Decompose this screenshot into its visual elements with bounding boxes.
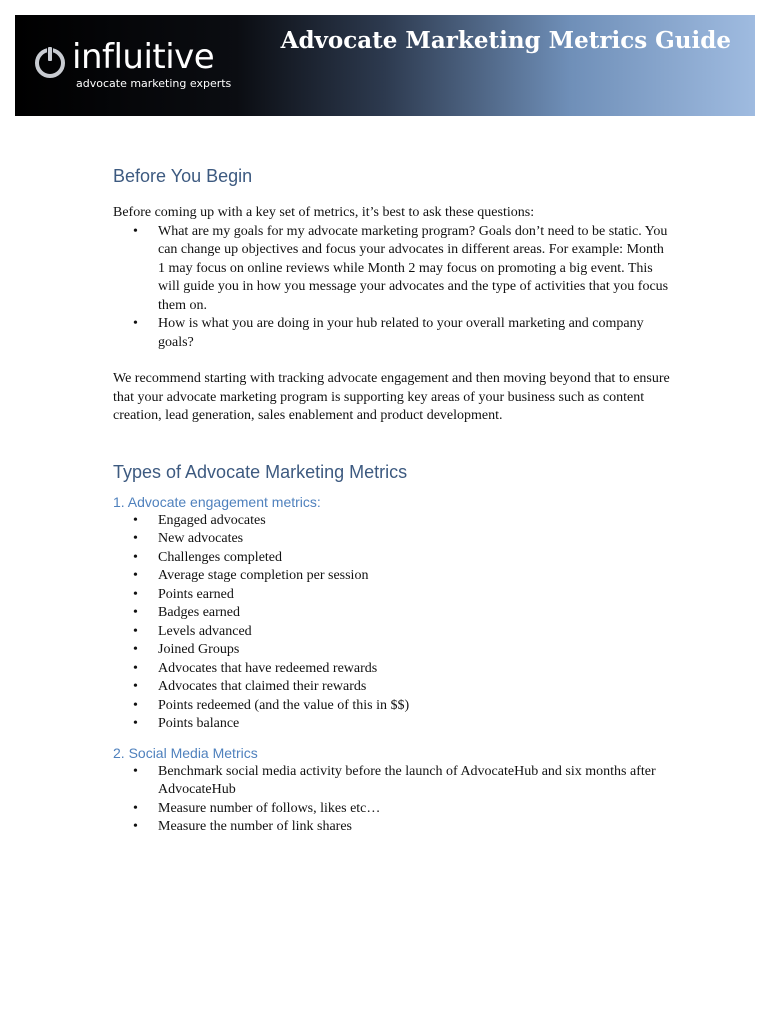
bullet-glyph: • xyxy=(133,660,138,676)
logo-tagline: advocate marketing experts xyxy=(76,77,232,90)
list-item: • Points earned xyxy=(113,586,673,605)
bullet-glyph: • xyxy=(133,568,138,583)
engagement-metrics-list xyxy=(113,512,673,734)
list-item: • Badges earned xyxy=(113,604,673,623)
header-banner xyxy=(15,15,755,116)
list-item: • Points redeemed (and the value of this in $$) xyxy=(113,697,673,716)
bullet-glyph: • xyxy=(133,549,138,565)
list-item: • New advocates xyxy=(113,530,673,549)
bullet-glyph: • xyxy=(133,512,138,528)
social-media-metrics-heading: 2. Social Media Metrics xyxy=(113,744,258,761)
list-item: • Engaged advocates xyxy=(113,512,673,531)
bullet-glyph: • xyxy=(133,642,138,657)
list-item: • How is what you are doing in your hub related to your overall marketing and company goals? xyxy=(133,316,644,350)
social-metrics-list xyxy=(113,763,673,837)
logo-wordmark: influitive xyxy=(72,37,215,77)
bullet-glyph: • xyxy=(133,531,138,546)
list-item: • Points balance xyxy=(113,715,673,734)
document-body xyxy=(113,164,673,837)
power-icon xyxy=(34,47,66,79)
bullet-glyph: • xyxy=(133,763,138,779)
before-you-begin-heading: Before You Begin xyxy=(113,166,253,186)
list-item: • Average stage completion per session xyxy=(113,567,673,586)
questions-list xyxy=(113,223,673,353)
list-item: • Challenges completed xyxy=(113,549,673,568)
list-item: • Measure number of follows, likes etc… xyxy=(113,800,673,819)
bullet-glyph: • xyxy=(133,586,138,602)
bullet-glyph: • xyxy=(133,679,138,694)
influitive-logo xyxy=(34,37,234,103)
list-item: • Levels advanced xyxy=(113,623,673,642)
bullet-glyph: • xyxy=(133,800,138,816)
recommendation-paragraph: We recommend starting with tracking advocate engagement and then moving beyond that to ensure that your advocate marketing program is supporting key areas of your business such as content creation, lead generation, sales enablement and product development. xyxy=(113,371,670,423)
list-item: • What are my goals for my advocate marketing program? Goals don’t need to be static. You can change up objectives and focus your advocates in different areas. For example: Month 1 may focus on online reviews while Month 2 may focus on promoting a big event. This will guide you in how you message your advocates and the type of activities that you focus them on. xyxy=(133,223,669,313)
document-title: Advocate Marketing Metrics Guide xyxy=(280,27,731,54)
list-item: • Joined Groups xyxy=(113,641,673,660)
bullet-glyph: • xyxy=(133,623,138,639)
list-item: • Benchmark social media activity before the launch of AdvocateHub and six months after AdvocateHub xyxy=(133,763,656,797)
engagement-metrics-heading: 1. Advocate engagement metrics: xyxy=(113,493,321,510)
list-item: • Advocates that claimed their rewards xyxy=(113,678,673,697)
list-item: • Measure the number of link shares xyxy=(113,818,673,837)
before-intro: Before coming up with a key set of metrics, it’s best to ask these questions: xyxy=(113,205,535,220)
bullet-glyph: • xyxy=(133,223,138,239)
bullet-glyph: • xyxy=(133,819,138,834)
types-heading: Types of Advocate Marketing Metrics xyxy=(113,461,408,482)
bullet-glyph: • xyxy=(133,605,138,620)
bullet-glyph: • xyxy=(133,316,138,331)
bullet-glyph: • xyxy=(133,716,138,731)
bullet-glyph: • xyxy=(133,697,138,713)
list-item: • Advocates that have redeemed rewards xyxy=(113,660,673,679)
